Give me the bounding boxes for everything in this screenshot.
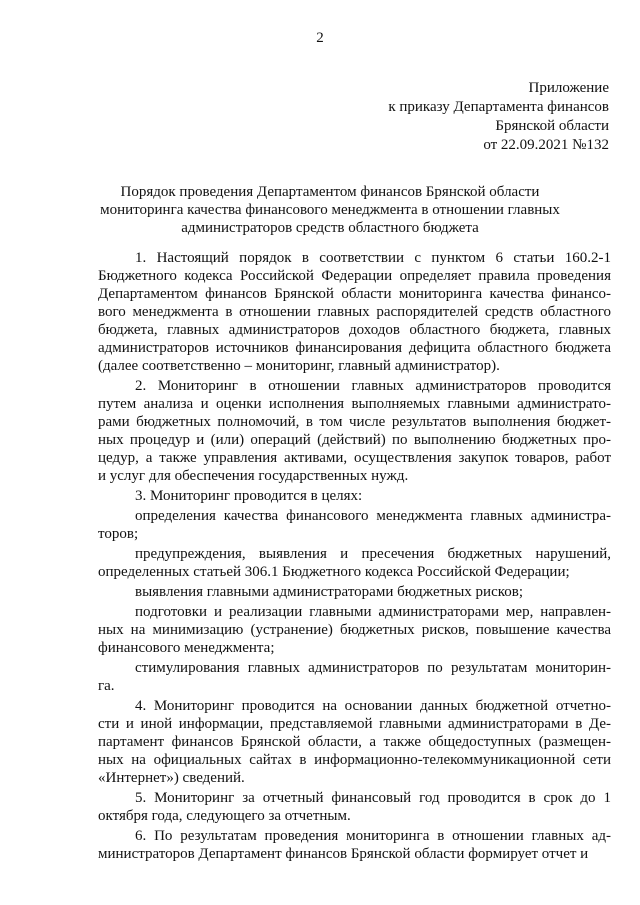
paragraph-line: министраторов Департамент финансов Брянской области формирует отчет и (98, 846, 589, 862)
title-line: Порядок проведения Департаментом финансов Брянской области (120, 184, 540, 200)
paragraph (98, 249, 611, 375)
paragraph (98, 507, 611, 543)
page-number: 2 (316, 30, 324, 46)
paragraph-line: ных на минимизацию (устранение) бюджетных рисков, повышение качества (98, 622, 611, 638)
paragraph (98, 789, 611, 825)
paragraph-line: партамент финансов Брянской области, а также общедоступных (размещен- (98, 734, 611, 750)
paragraph-line: торов; (98, 526, 139, 542)
paragraph (98, 487, 611, 505)
paragraph-line: Бюджетного кодекса Российской Федерации определяет правила проведения (98, 268, 611, 284)
appendix-line: от 22.09.2021 №132 (483, 137, 609, 153)
title-line: администраторов средств областного бюджета (181, 220, 479, 236)
paragraph-line: 6. По результатам проведения мониторинга в отношении главных ад- (135, 828, 611, 844)
appendix-line: Приложение (528, 80, 609, 96)
paragraph-line: предупреждения, выявления и пресечения бюджетных нарушений, (135, 546, 611, 562)
paragraph-line: «Интернет») сведений. (98, 770, 245, 786)
paragraph-line: путем анализа и оценки исполнения выполняемых главными администрато- (98, 396, 611, 412)
paragraph-line: 1. Настоящий порядок в соответствии с пунктом 6 статьи 160.2-1 (135, 250, 611, 266)
paragraph-line: финансового менеджмента; (98, 640, 275, 656)
paragraph-line: стимулирования главных администраторов по результатам мониторин- (135, 660, 611, 676)
paragraph (98, 377, 611, 485)
paragraph (98, 659, 611, 695)
paragraph-line: 5. Мониторинг за отчетный финансовый год проводится в срок до 1 (135, 790, 611, 806)
appendix-header (388, 79, 609, 155)
paragraph-line: 3. Мониторинг проводится в целях: (135, 488, 363, 504)
paragraph (98, 583, 611, 601)
paragraph-line: подготовки и реализации главными администраторами мер, направлен- (135, 604, 611, 620)
paragraph-line: администраторов источников финансирования дефицита областного бюджета (98, 340, 611, 356)
paragraph-line: га. (98, 678, 115, 694)
paragraph-line: рами бюджетных полномочий, в том числе результатов выполнения бюджет- (98, 414, 611, 430)
paragraph (98, 697, 611, 787)
paragraph-line: 4. Мониторинг проводится на основании данных бюджетной отчетно- (135, 698, 611, 714)
paragraph-line: вого менеджмента в отношении главных распорядителей средств областного (98, 304, 611, 320)
appendix-line: к приказу Департамента финансов (388, 99, 609, 115)
paragraph-line: сти и иной информации, представляемой главными администраторами в Де- (98, 716, 611, 732)
paragraph-line: выявления главными администраторами бюджетных рисков; (135, 584, 524, 600)
paragraph-line: ных процедур и (или) операций (действий) по выполнению бюджетных про- (98, 432, 611, 448)
document-title (60, 183, 600, 237)
paragraph-line: бюджета, главных администраторов доходов областного бюджета, главных (98, 322, 611, 338)
paragraph-line: и услуг для обеспечения государственных нужд. (98, 468, 409, 484)
document-body (98, 249, 611, 863)
paragraph (98, 545, 611, 581)
paragraph-line: ных на официальных сайтах в информационно-телекоммуникационной сети (98, 752, 611, 768)
paragraph (98, 603, 611, 657)
paragraph-line: 2. Мониторинг в отношении главных администраторов проводится (135, 378, 611, 394)
paragraph-line: Департаментом финансов Брянской области мониторинга качества финансо- (98, 286, 611, 302)
appendix-line: Брянской области (495, 118, 609, 134)
paragraph-line: (далее соответственно – мониторинг, главный администратор). (98, 358, 500, 374)
paragraph-line: октября года, следующего за отчетным. (98, 808, 351, 824)
title-line: мониторинга качества финансового менеджмента в отношении главных (100, 202, 560, 218)
paragraph-line: определенных статьей 306.1 Бюджетного кодекса Российской Федерации; (98, 564, 570, 580)
paragraph-line: цедур, а также управления активами, осуществления закупок товаров, работ (98, 450, 611, 466)
paragraph-line: определения качества финансового менеджмента главных администра- (135, 508, 611, 524)
paragraph (98, 827, 611, 863)
